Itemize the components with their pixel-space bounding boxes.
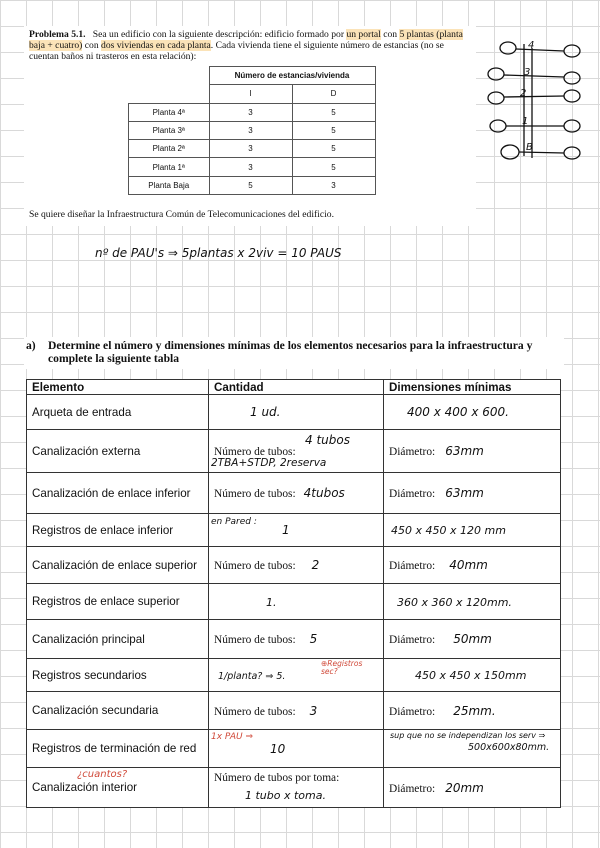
sketch-label-1: 1 [522,116,529,127]
quantity-value: 4tubos [303,486,345,500]
problem-text: con [383,29,398,40]
rooms-d: 3 [292,176,375,194]
rooms-i: 3 [209,140,292,158]
quantity-note: ⊕Registros sec? [321,659,363,676]
dwelling-circle [564,90,580,102]
diameter-label: Diámetro: [389,634,436,646]
quantity-cell [209,730,384,768]
problem-label: Problema 5.1. [29,29,86,40]
tubes-label: Número de tubos: [214,446,296,458]
quantity-value: 1 ud. [250,405,281,419]
sketch-label-3: 3 [524,67,531,78]
quantity-cell [209,659,384,692]
highlight-plantas: 5 plantas (planta baja + cuatro) [29,29,463,52]
dwelling-circle [488,92,504,104]
diameter-label: Diámetro: [389,488,436,500]
table-row [27,584,561,620]
problem-paragraph [29,29,471,63]
highlight-viviendas: dos viviendas en cada planta [101,40,211,52]
dimension-value: 450 x 450 x 120 mm [391,524,506,537]
dwelling-circle [564,147,580,159]
tubes-label: Número de tubos: [214,488,296,500]
col-i-header: I [209,85,292,103]
diameter-label: Diámetro: [389,560,436,572]
question-letter: a) [26,339,36,352]
element-name: Registros secundarios [27,659,209,692]
table-row [27,692,561,730]
floor-line [516,49,564,51]
col-d-header: D [292,85,375,103]
dimension-value: 500x600x80mm. [468,742,550,753]
dimension-cell [384,547,561,584]
dwelling-circle [490,120,506,132]
quantity-value: 1 tubo x toma. [245,789,326,802]
dimension-cell [384,620,561,659]
dimension-cell [384,692,561,730]
tubes-label: Número de tubos: [214,560,296,572]
dwelling-circle [501,145,519,159]
problem-text: con [84,40,99,52]
dwelling-circle [564,45,580,57]
sketch-label-2: 2 [520,88,527,99]
floor-name: Planta 3ª [129,121,210,139]
header-dimensiones: Dimensiones mínimas [384,380,561,395]
diameter-label: Diámetro: [389,782,436,795]
question-text: Determine el número y dimensiones mínimas de los elementos necesarios para la infraestructura y complete la siguiente tabla [48,339,533,365]
rooms-table-header: Número de estancias/vivienda [209,67,375,85]
question-a [24,337,564,369]
rooms-d: 5 [292,103,375,121]
quantity-cell [209,514,384,547]
sketch-label-4: 4 [528,40,535,51]
table-row [27,620,561,659]
element-name: Canalización de enlace superior [27,547,209,584]
design-sentence: Se quiere diseñar la Infraestructura Común de Telecomunicaciones del edificio. [29,209,334,220]
quantity-value: 10 [270,741,286,756]
dimension-cell [384,514,561,547]
element-name: Registros de enlace inferior [27,514,209,547]
problem-statement [24,26,476,226]
dimension-value: 360 x 360 x 120mm. [397,595,512,609]
sketch-label-b: B [526,142,533,153]
dimension-value: 25mm. [453,703,496,718]
diameter-label: Diámetro: [389,446,436,458]
dimension-cell [384,395,561,430]
quantity-cell [209,692,384,730]
dimension-cell [384,473,561,514]
floor-name: Planta 2ª [129,140,210,158]
element-note: ¿cuantos? [77,769,128,780]
rooms-table [128,66,376,195]
element-name: Arqueta de entrada [27,395,209,430]
tubes-per-outlet-label: Número de tubos por toma: [214,772,340,784]
dwelling-circle [500,42,516,54]
problem-text: . Cada vivienda tiene el siguiente número de estancias (no se cuentan baños ni trasteros en esta relación): [29,40,444,63]
element-name: Registros de terminación de red [27,730,209,768]
highlight-portal: un portal [346,29,381,40]
rooms-row [129,103,376,121]
rooms-d: 5 [292,140,375,158]
table-row [27,395,561,430]
rooms-row [129,121,376,139]
dwelling-circle [564,72,580,84]
quantity-value: 2 [311,558,320,572]
dimension-cell [384,430,561,473]
dimension-value: 63mm [445,486,484,500]
dimension-cell [384,768,561,808]
dimension-cell [384,659,561,692]
rooms-row [129,176,376,194]
element-name: Canalización principal [27,620,209,659]
quantity-value: 1. [266,595,277,609]
element-name: Registros de enlace superior [27,584,209,620]
element-name-cell [27,768,209,808]
dimension-value: 63mm [445,444,484,458]
quantity-prefix: 1x PAU ⇒ [211,732,254,742]
diameter-label: Diámetro: [389,705,436,718]
table-row [27,547,561,584]
dimension-value: 50mm [453,632,492,646]
problem-text: Sea un edificio con la siguiente descripción: edificio formado por [92,29,345,40]
quantity-cell [209,584,384,620]
floor-name: Planta Baja [129,176,210,194]
element-name: Canalización interior [32,781,138,794]
floor-line [504,75,564,77]
quantity-cell [209,430,384,473]
dimension-value: 40mm [449,558,488,572]
floor-line [504,96,564,97]
table-row [27,730,561,768]
dimension-value: 450 x 450 x 150mm [415,669,527,682]
quantity-value: 1 [282,523,290,537]
rooms-d: 5 [292,121,375,139]
dimension-cell [384,584,561,620]
dimension-value: 20mm [445,780,484,795]
element-name: Canalización secundaria [27,692,209,730]
quantity-cell [209,768,384,808]
table-header-row [27,380,561,395]
tubes-label: Número de tubos: [214,634,296,646]
rooms-row [129,140,376,158]
header-cantidad: Cantidad [209,380,384,395]
table-row [27,473,561,514]
rooms-i: 3 [209,121,292,139]
header-elemento: Elemento [27,380,209,395]
quantity-cell [209,620,384,659]
quantity-note: 2TBA+STDP, 2reserva [211,457,327,469]
dimension-cell [384,730,561,768]
table-row [27,659,561,692]
quantity-value: 1/planta? ⇒ 5. [218,671,286,682]
dwelling-circle [488,68,504,80]
quantity-prefix: en Pared : [211,517,257,527]
quantity-cell [209,473,384,514]
elements-table [26,379,561,808]
quantity-cell [209,395,384,430]
floor-name: Planta 1ª [129,158,210,176]
quantity-value: 3 [309,703,318,718]
table-row [27,768,561,808]
rooms-d: 5 [292,158,375,176]
rooms-row [129,158,376,176]
quantity-value: 5 [309,632,318,646]
quantity-cell [209,547,384,584]
tubes-label: Número de tubos: [214,705,296,718]
table-row [27,514,561,547]
dimension-note: sup que no se independizan los serv ⇒ [390,731,546,740]
quantity-value: 4 tubos [305,433,350,447]
rooms-i: 3 [209,103,292,121]
element-name: Canalización externa [27,430,209,473]
rooms-i: 5 [209,176,292,194]
rooms-i: 3 [209,158,292,176]
table-row [27,430,561,473]
floor-name: Planta 4ª [129,103,210,121]
dimension-value: 400 x 400 x 600. [407,405,509,419]
building-sketch [480,36,588,166]
pau-count-note: nº de PAU's ⇒ 5plantas x 2viv = 10 PAUS [95,246,342,260]
element-name: Canalización de enlace inferior [27,473,209,514]
dwelling-circle [564,120,580,132]
